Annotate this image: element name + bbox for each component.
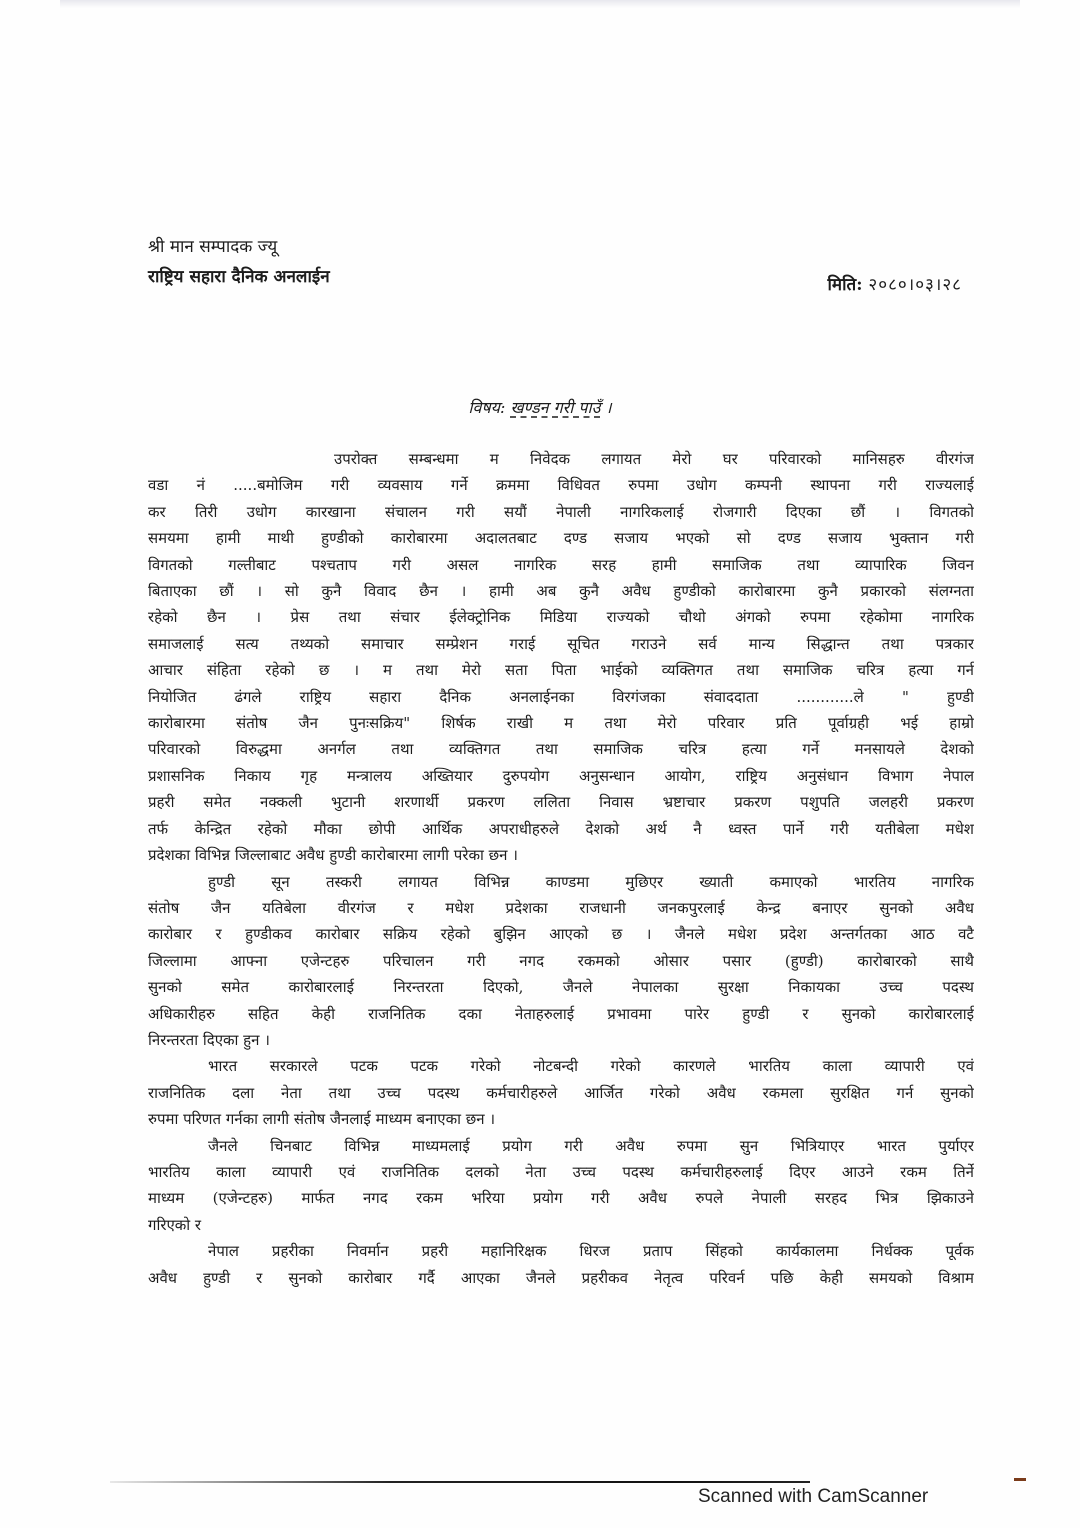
body-line: माध्यम (एजेन्टहरु) मार्फत नगद रकम भरिया प्रयोग गरी अवैध रुपले नेपाली सरहद भित्र झिकाउने — [148, 1189, 974, 1208]
body-line: आचार संहिता रहेको छ । म तथा मेरो सता पिता भाईको व्यक्तिगत तथा समाजिक चरित्र हत्या गर्न — [148, 661, 974, 680]
body-line: प्रशासनिक निकाय गृह मन्त्रालय अख्तियार दुरुपयोग अनुसन्धान आयोग, राष्ट्रिय अनुसंधान विभाग नेपाल — [148, 766, 974, 785]
body-line: भारतिय काला व्यापारी एवं राजनितिक दलको नेता उच्च पदस्थ कर्मचारीहरुलाई दिएर आउने रकम तिर्ने — [148, 1162, 974, 1181]
page-bottom-rule — [110, 1481, 810, 1483]
body-line: कारोबार र हुण्डीकव कारोबार सक्रिय रहेको बुझिन आएको छ । जैनले मधेश प्रदेश अन्तर्गतका आठ वटै — [148, 925, 974, 944]
subject-label: विषय: — [468, 398, 506, 417]
subject-end-mark: । — [605, 398, 612, 417]
body-line: विगतको गल्तीबाट पश्चताप गरी असल नागरिक सरह हामी समाजिक तथा व्यापारिक जिवन — [148, 555, 974, 574]
date-label: मिति: — [827, 275, 863, 295]
body-line: हुण्डी सून तस्करी लगायत विभिन्न काण्डमा मुछिएर ख्याती कमाएको भारतिय नागरिक — [208, 872, 974, 891]
body-line: संतोष जैन यतिबेला वीरगंज र मधेश प्रदेशका राजधानी जनकपुरलाई केन्द्र बनाएर सुनको अवैध — [148, 898, 974, 917]
body-line: जिल्लामा आफ्ना एजेन्टहरु परिचालन गरी नगद रकमको ओसार पसार (हुण्डी) कारोबारको साथै — [148, 951, 974, 970]
body-line: भारत सरकारले पटक पटक गरेको नोटबन्दी गरेको कारणले भारतिय काला व्यापारी एवं — [208, 1057, 974, 1076]
camscanner-watermark: Scanned with CamScanner — [698, 1486, 929, 1507]
body-line: नियोजित ढंगले राष्ट्रिय सहारा दैनिक अनलाईनका विरगंजका संवाददाता ............ले " हुण्डी — [148, 687, 974, 706]
body-line: समाजलाई सत्य तथ्यको समाचार सम्प्रेशन गराई सूचित गराउने सर्व मान्य सिद्धान्त तथा पत्रकार — [148, 634, 974, 653]
body-line: उपरोक्त सम्बन्धमा म निवेदक लगायत मेरो घर परिवारको मानिसहरु वीरगंज — [334, 450, 974, 468]
body-line: कर तिरी उधोग कारखाना संचालन गरी सयौं नेपाली नागरिकलाई रोजगारी दिएका छौं । विगतको — [148, 502, 974, 521]
recipient-publication: राष्ट्रिय सहारा दैनिक अनलाईन — [148, 267, 330, 287]
body-line: निरन्तरता दिएका हुन । — [148, 1030, 270, 1049]
recipient-salutation: श्री मान सम्पादक ज्यू — [148, 237, 278, 257]
body-line: सुनको समेत कारोबारलाई निरन्तरता दिएको, जैनले नेपालका सुरक्षा निकायका उच्च पदस्थ — [148, 978, 974, 997]
body-line: वडा नं .....बमोजिम गरी व्यवसाय गर्ने क्रममा विधिवत रुपमा उधोग कम्पनी स्थापना गरी राज्यलाई — [148, 476, 974, 495]
body-line: परिवारको विरुद्धमा अनर्गल तथा व्यक्तिगत तथा समाजिक चरित्र हत्या गर्ने मनसायले देशको — [148, 740, 974, 759]
subject-line — [0, 396, 1080, 418]
scan-edge-shadow — [60, 0, 1020, 8]
body-line: बिताएका छौं । सो कुनै विवाद छैन । हामी अब कुनै अवैध हुण्डीको कारोबारमा कुनै प्रकारको संलग्नता — [148, 582, 974, 601]
body-line: प्रदेशका विभिन्न जिल्लाबाट अवैध हुण्डी कारोबारमा लागी परेका छन । — [148, 846, 518, 865]
body-line: नेपाल प्रहरीका निवर्मान प्रहरी महानिरिक्षक धिरज प्रताप सिंहको कार्यकालमा निर्धक्क पूर्वक — [208, 1242, 974, 1261]
date-value: २०८०।०३।२८ — [868, 275, 962, 295]
body-line: रहेको छैन । प्रेस तथा संचार ईलेक्ट्रोनिक मिडिया राज्यको चौथो अंगको रुपमा रहेकोमा नागरिक — [148, 608, 974, 627]
letter-body — [148, 446, 974, 1291]
page-edge-mark — [1014, 1478, 1026, 1481]
body-line: गरिएको र — [148, 1215, 202, 1234]
body-line: रुपमा परिणत गर्नका लागी संतोष जैनलाई माध्यम बनाएका छन । — [148, 1110, 496, 1129]
subject-text: खण्डन गरी पाउँ — [510, 398, 601, 417]
body-line: जैनले चिनबाट विभिन्न माध्यमलाई प्रयोग गरी अवैध रुपमा सुन भित्रियाएर भारत पुर्याएर — [208, 1136, 974, 1155]
body-line: अवैध हुण्डी र सुनको कारोबार गर्दै आएका जैनले प्रहरीकव नेतृत्व परिवर्न पछि केही समयको विश्राम — [148, 1268, 974, 1287]
date-block — [828, 272, 962, 295]
body-line: समयमा हामी माथी हुण्डीको कारोबारमा अदालतबाट दण्ड सजाय भएको सो दण्ड सजाय भुक्तान गरी — [148, 529, 974, 548]
body-line: कारोबारमा संतोष जैन पुनःसक्रिय" शिर्षक राखी म तथा मेरो परिवार प्रति पूर्वाग्रही भई हाम्रो — [148, 714, 974, 733]
body-line: राजनितिक दला नेता तथा उच्च पदस्थ कर्मचारीहरुले आर्जित गरेको अवैध रकमला सुरक्षित गर्न सुनको — [148, 1083, 974, 1102]
recipient-block — [148, 232, 330, 292]
body-line: प्रहरी समेत नक्कली भुटानी शरणार्थी प्रकरण ललिता निवास भ्रष्टाचार प्रकरण पशुपति जलहरी प्रकरण — [148, 793, 974, 812]
body-line: तर्फ केन्द्रित रहेको मौका छोपी आर्थिक अपराधीहरुले देशको अर्थ नै ध्वस्त पार्ने गरी यतीबेला मधेश — [148, 819, 974, 838]
body-line: अधिकारीहरु सहित केही राजनितिक दका नेताहरुलाई प्रभावमा पारेर हुण्डी र सुनको कारोबारलाई — [148, 1004, 974, 1023]
